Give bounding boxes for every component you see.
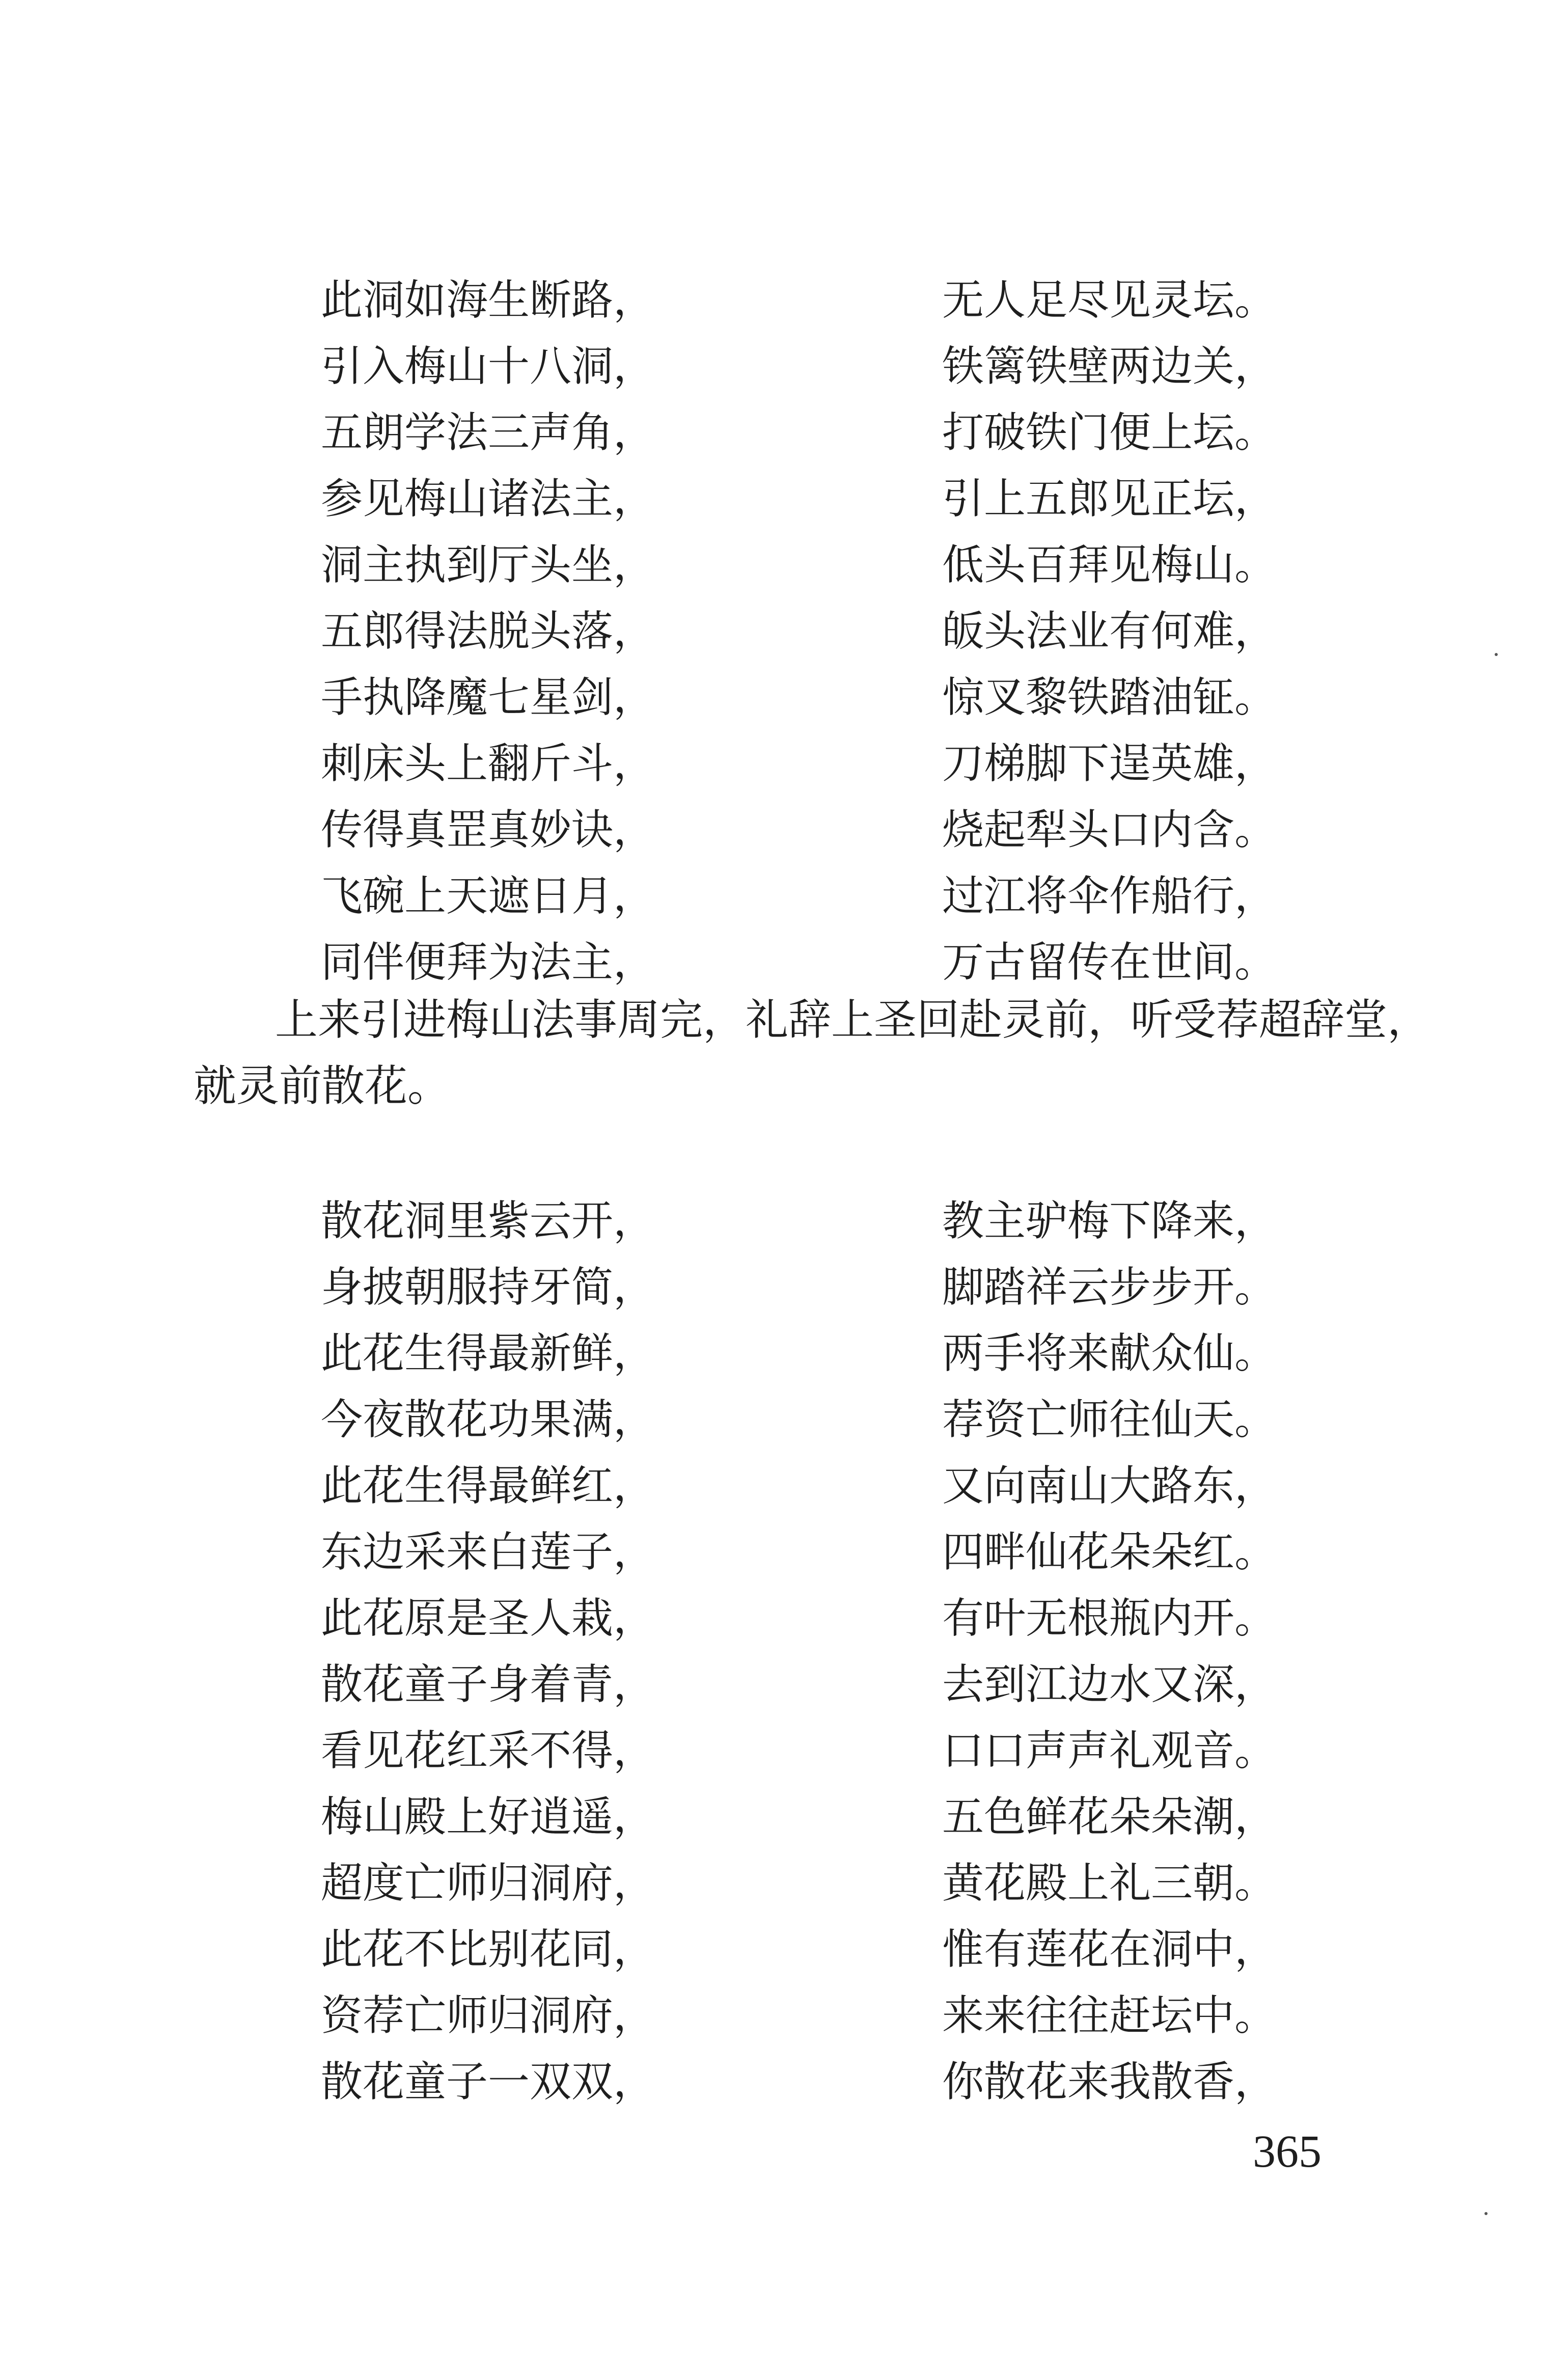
verse-left-line: 同伴便拜为法主，: [321, 938, 655, 987]
verse-left-line: 五郎得法脱头落，: [321, 607, 655, 656]
verse-right-line: 黄花殿上礼三朝。: [942, 1859, 1277, 1907]
verse-left-line: 此花原是圣人栽，: [321, 1594, 655, 1643]
verse-right-line: 皈头法业有何难，: [942, 607, 1277, 656]
verse-couplet: [0, 1453, 1568, 1519]
verse-couplet: [0, 1784, 1568, 1850]
verse-couplet: [0, 400, 1568, 466]
verse-right-line: 低头百拜见梅山。: [942, 541, 1277, 589]
verse-right-line: 教主驴梅下降来，: [942, 1197, 1277, 1245]
verse-couplet: [0, 466, 1568, 532]
verse-left-line: 梅山殿上好逍遥，: [321, 1793, 655, 1841]
verse-left-line: 此花不比别花同，: [321, 1925, 655, 1974]
verse-left-line: 散花童子身着青，: [321, 1660, 655, 1709]
verse-right-line: 铁篱铁壁两边关，: [942, 342, 1277, 391]
verse-right-line: 又向南山大路东，: [942, 1462, 1277, 1510]
verse-left-line: 此洞如海生断路，: [321, 276, 655, 324]
verse-right-line: 两手将来献众仙。: [942, 1329, 1277, 1378]
verse-couplet: [0, 1188, 1568, 1254]
verse-left-line: 此花生得最鲜红，: [321, 1462, 655, 1510]
verse-right-line: 你散花来我散香，: [942, 2058, 1277, 2106]
prose-line: 上来引进梅山法事周完，礼辞上圣回赴灵前，听受荐超辞堂，: [275, 995, 1431, 1045]
verse-couplet: [0, 1321, 1568, 1387]
verse-right-line: 四畔仙花朵朵红。: [942, 1528, 1277, 1576]
prose-paragraph: [194, 987, 1431, 1119]
verse-right-line: 荐资亡师往仙天。: [942, 1396, 1277, 1444]
verse-right-line: 引上五郎见正坛，: [942, 475, 1277, 523]
verse-left-line: 五朗学法三声角，: [321, 408, 655, 457]
scan-speck: [1495, 653, 1498, 656]
verse-section-2: [0, 1188, 1568, 2115]
verse-left-line: 洞主执到厅头坐，: [321, 541, 655, 589]
verse-left-line: 参见梅山诸法主，: [321, 475, 655, 523]
verse-right-line: 来来往往赶坛中。: [942, 1991, 1277, 2040]
verse-left-line: 散花童子一双双，: [321, 2058, 655, 2106]
verse-left-line: 看见花红采不得，: [321, 1727, 655, 1775]
verse-section-1: [0, 267, 1568, 996]
verse-couplet: [0, 1850, 1568, 1917]
verse-left-line: 散花洞里紫云开，: [321, 1197, 655, 1245]
verse-right-line: 打破铁门便上坛。: [942, 408, 1277, 457]
verse-couplet: [0, 598, 1568, 665]
verse-couplet: [0, 1387, 1568, 1453]
verse-left-line: 东边采来白莲子，: [321, 1528, 655, 1576]
verse-couplet: [0, 797, 1568, 863]
verse-right-line: 口口声声礼观音。: [942, 1727, 1277, 1775]
verse-couplet: [0, 930, 1568, 996]
verse-left-line: 身披朝服持牙简，: [321, 1263, 655, 1312]
verse-left-line: 飞碗上天遮日月，: [321, 872, 655, 920]
verse-couplet: [0, 1718, 1568, 1784]
verse-couplet: [0, 863, 1568, 930]
verse-couplet: [0, 731, 1568, 797]
verse-couplet: [0, 1519, 1568, 1586]
page-number: 365: [1253, 2126, 1322, 2177]
verse-couplet: [0, 334, 1568, 400]
verse-left-line: 超度亡师归洞府，: [321, 1859, 655, 1907]
verse-left-line: 传得真罡真妙诀，: [321, 806, 655, 854]
verse-right-line: 过江将伞作船行，: [942, 872, 1277, 920]
prose-line: 就灵前散花。: [194, 1061, 451, 1111]
verse-left-line: 刺床头上翻斤斗，: [321, 740, 655, 788]
verse-couplet: [0, 1254, 1568, 1321]
verse-couplet: [0, 1983, 1568, 2049]
verse-left-line: 资荐亡师归洞府，: [321, 1991, 655, 2040]
verse-couplet: [0, 532, 1568, 598]
verse-couplet: [0, 1917, 1568, 1983]
verse-couplet: [0, 2049, 1568, 2115]
verse-left-line: 今夜散花功果满，: [321, 1396, 655, 1444]
verse-couplet: [0, 1586, 1568, 1652]
verse-right-line: 脚踏祥云步步开。: [942, 1263, 1277, 1312]
verse-right-line: 有叶无根瓶内开。: [942, 1594, 1277, 1643]
verse-left-line: 手执降魔七星剑，: [321, 673, 655, 722]
verse-right-line: 烧起犁头口内含。: [942, 806, 1277, 854]
verse-right-line: 五色鲜花朵朵潮，: [942, 1793, 1277, 1841]
verse-couplet: [0, 1652, 1568, 1718]
verse-right-line: 惊叉黎铁踏油钲。: [942, 673, 1277, 722]
verse-left-line: 引入梅山十八洞，: [321, 342, 655, 391]
verse-left-line: 此花生得最新鲜，: [321, 1329, 655, 1378]
verse-couplet: [0, 665, 1568, 731]
verse-couplet: [0, 267, 1568, 334]
verse-right-line: 去到江边水又深，: [942, 1660, 1277, 1709]
verse-right-line: 刀梯脚下逞英雄，: [942, 740, 1277, 788]
scan-speck: [1484, 2212, 1488, 2215]
verse-right-line: 万古留传在世间。: [942, 938, 1277, 987]
verse-right-line: 无人足尽见灵坛。: [942, 276, 1277, 324]
verse-right-line: 惟有莲花在洞中，: [942, 1925, 1277, 1974]
